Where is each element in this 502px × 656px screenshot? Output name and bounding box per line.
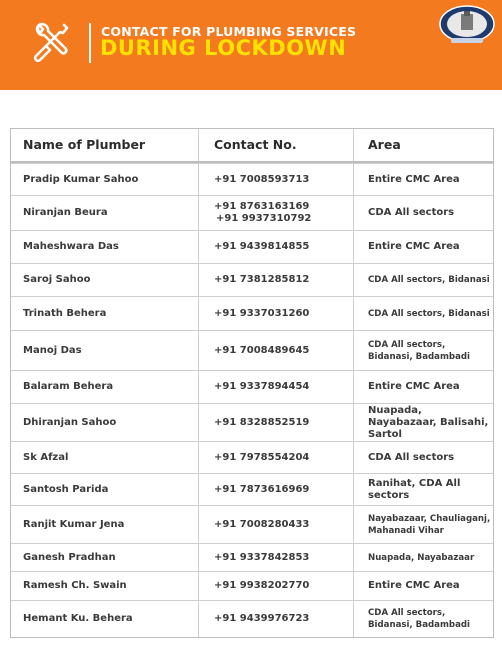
contact-cell	[199, 601, 354, 637]
table-row	[11, 571, 493, 600]
table-row	[11, 230, 493, 263]
plumber-name: Manoj Das	[11, 331, 199, 370]
plumber-name: Santosh Parida	[11, 474, 199, 505]
header-banner	[0, 0, 502, 90]
contact-number: +91 7008489645	[214, 344, 310, 356]
service-area: CDA All sectors	[368, 207, 455, 218]
contact-number: +91 9337031260	[214, 307, 310, 319]
service-area: CDA All sectors, Bidanasi	[368, 275, 490, 285]
contact-number: +91 9337894454	[214, 381, 310, 392]
header-title-line2: DURING LOCKDOWN	[100, 36, 347, 60]
table-row	[11, 263, 493, 296]
table-row	[11, 296, 493, 330]
contact-cell	[199, 442, 354, 473]
municipal-seal-logo	[437, 4, 497, 46]
contact-cell	[199, 371, 354, 403]
service-area: CDA All sectors, Bidanasi, Badambadi	[368, 339, 470, 362]
table-row	[11, 543, 493, 571]
table-row	[11, 195, 493, 230]
table-row	[11, 600, 493, 637]
plumber-name: Pradip Kumar Sahoo	[11, 164, 199, 195]
plumber-name: Maheshwara Das	[11, 231, 199, 263]
column-header-area: Area	[368, 137, 401, 152]
plumber-name: Niranjan Beura	[11, 196, 199, 230]
contact-cell	[199, 231, 354, 263]
table-row	[11, 505, 493, 543]
service-area: Entire CMC Area	[368, 381, 460, 392]
contact-cell	[199, 404, 354, 441]
contact-cell	[199, 196, 354, 230]
plumber-table	[10, 128, 494, 638]
column-header-name: Name of Plumber	[11, 129, 199, 161]
plumber-name: Ranjit Kumar Jena	[11, 506, 199, 543]
contact-cell	[199, 544, 354, 571]
contact-cell	[199, 506, 354, 543]
service-area: CDA All sectors, Bidanasi	[368, 308, 490, 319]
plumber-name: Balaram Behera	[11, 371, 199, 403]
contact-number: +91 8328852519	[214, 416, 310, 428]
table-row	[11, 473, 493, 505]
contact-cell	[199, 331, 354, 370]
contact-cell	[199, 297, 354, 330]
service-area: CDA All sectors	[368, 451, 455, 463]
contact-number: +91 9439976723	[214, 613, 310, 624]
service-area: Nuapada, Nayabazaar	[368, 552, 475, 563]
contact-number: +91 7381285812	[214, 274, 310, 285]
service-area: Nuapada, Nayabazaar, Balisahi, Sartol	[368, 404, 489, 440]
header-title-line1: CONTACT FOR PLUMBING SERVICES	[101, 24, 357, 39]
plumber-name: Dhiranjan Sahoo	[11, 404, 199, 441]
contact-number: +91 9337842853	[214, 551, 310, 563]
table-row	[11, 441, 493, 473]
contact-cell	[199, 264, 354, 296]
column-header-contact: Contact No.	[199, 129, 354, 161]
contact-number: +91 7978554204	[214, 451, 310, 463]
contact-cell	[199, 164, 354, 195]
service-area: Entire CMC Area	[368, 241, 460, 252]
contact-cell	[199, 474, 354, 505]
contact-number: +91 7008280433	[214, 518, 310, 530]
wrench-screwdriver-icon	[28, 20, 72, 64]
plumber-name: Ramesh Ch. Swain	[11, 572, 199, 600]
contact-number: +91 7008593713	[214, 173, 310, 185]
plumber-name: Saroj Sahoo	[11, 264, 199, 296]
plumber-name: Sk Afzal	[11, 442, 199, 473]
service-area: Nayabazaar, Chauliaganj, Mahanadi Vihar	[368, 513, 491, 536]
table-row	[11, 163, 493, 195]
contact-number: +91 8763163169	[214, 201, 310, 212]
table-row	[11, 330, 493, 370]
contact-cell	[199, 572, 354, 600]
header-divider	[89, 23, 91, 63]
table-row	[11, 403, 493, 441]
plumber-name: Hemant Ku. Behera	[11, 601, 199, 637]
contact-number: +91 7873616969	[214, 483, 310, 495]
contact-number: +91 9937310792	[216, 213, 312, 224]
service-area: Ranihat, CDA All sectors	[368, 477, 461, 501]
table-row	[11, 370, 493, 403]
service-area: Entire CMC Area	[368, 580, 460, 591]
service-area: CDA All sectors, Bidanasi, Badambadi	[368, 608, 470, 630]
plumber-name: Ganesh Pradhan	[11, 544, 199, 571]
service-area: Entire CMC Area	[368, 173, 460, 185]
table-header-row	[11, 129, 493, 163]
contact-number: +91 9938202770	[214, 580, 310, 591]
plumber-name: Trinath Behera	[11, 297, 199, 330]
contact-number: +91 9439814855	[214, 241, 310, 252]
